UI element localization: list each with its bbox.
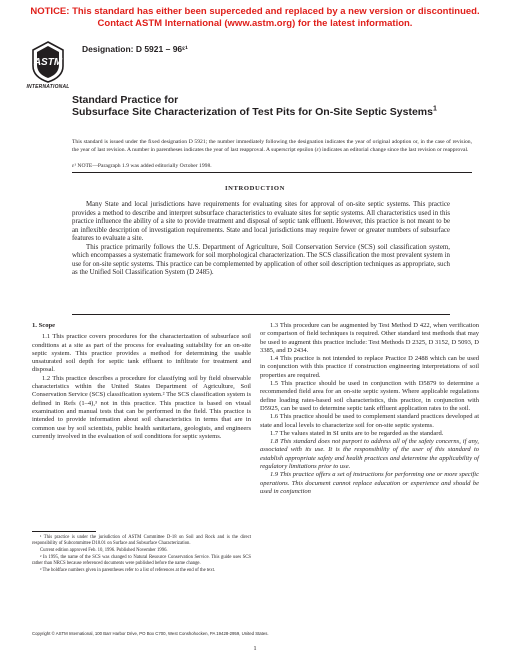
intro-paragraph: Many State and local jurisdictions have requirements for evaluating sites for approval of on-site septic systems. This practice provides a method to describe and interpret subsurface characteristics to evaluate sites for septic systems. All characteristics used in this practice influence the ability of a site to provide treatment and disposal of septic tank effluent. However, this practice is not meant to be an inflexible description of investigation requirements. State and local jurisdictions may require fewer or greater numbers of subsurface features to evaluate a site. <box>72 201 450 243</box>
left-column <box>32 322 251 441</box>
scope-paragraph-italic: 1.8 This standard does not purport to address all of the safety concerns, if any, associated with its use. It is the responsibility of the user of this standard to establish appropriate safety and health practices and determine the applicability of regulatory limitations prior to use. <box>260 438 479 471</box>
footnote: ² In 1995, the name of the SCS was changed to Natural Resource Conservation Service. This guide uses SCS rather than NRCS because referenced documents were published before the name change. <box>32 555 251 566</box>
page-number: 1 <box>253 645 257 652</box>
notice-line-1: NOTICE: This standard has either been superceded and replaced by a new version or discontinued. <box>30 6 480 17</box>
epsilon-note: ε¹ NOTE—Paragraph 1.9 was added editorially October 1998. <box>72 163 212 169</box>
logo-caption: INTERNATIONAL <box>26 84 70 90</box>
standard-title-text: Subsurface Site Characterization of Test Pits for On-Site Septic Systems <box>72 106 433 118</box>
scope-paragraph: 1.6 This practice should be used to complement standard practices developed at state and local levels to characterize soil for on-site septic systems. <box>260 413 479 429</box>
svg-text:ASTM: ASTM <box>33 57 63 68</box>
footnote-divider <box>32 531 96 532</box>
footnote: ³ The boldface numbers given in parentheses refer to a list of references at the end of the text. <box>40 568 216 573</box>
title-footnote-mark: 1 <box>432 105 437 113</box>
footnote: ¹ This practice is under the jurisdiction of ASTM Committee D-18 on Soil and Rock and is the direct responsibility of Subcommittee D18.01 on Surface and Subsurface Characterization. <box>32 535 251 546</box>
standard-kind: Standard Practice for <box>72 94 179 106</box>
standard-title <box>72 106 472 118</box>
astm-logo-icon <box>30 40 66 84</box>
scope-paragraph: 1.2 This practice describes a procedure for classifying soil by field observable characteristics within the United States Department of Agriculture, Soil Conservation Service (SCS) classification system.² The SCS classification system is defined in Refs (1–4),³ not in this practice. This practice is based on visual examination and manual tests that can be performed in the field. This practice is intended to provide information about soil characteristics in terms that are in common use by soil scientists, public health sanitarians, geologists, and engineers currently involved in the evaluation of soil conditions for septic systems. <box>32 374 251 440</box>
footnotes <box>32 535 251 575</box>
divider <box>72 172 472 173</box>
scope-paragraph: 1.4 This practice is not intended to replace Practice D 2488 which can be used in conjunction with this practice if construction engineering interpretations of soil properties are required. <box>260 355 479 379</box>
scope-paragraph: 1.7 The values stated in SI units are to be regarded as the standard. <box>270 429 444 437</box>
right-column <box>260 322 479 496</box>
intro-paragraph: This practice primarily follows the U.S. Department of Agriculture, Soil Conservation Service (SCS) soil classification system, which encompasses a systematic framework for soil morphological characterization. The SCS classification the most prevalent system in use for on-site septic systems. This practice can be complemented by application of other soil description techniques as appropriate, such as the Unified Soil Classification System (D 2485). <box>72 243 450 277</box>
scope-paragraph: 1.1 This practice covers procedures for the characterization of subsurface soil conditions at a site as part of the process for evaluating suitability for an on-site septic system. This practice provides a method for determining the usable unsaturated soil depth for septic tank effluent to infiltrate for treatment and disposal. <box>32 333 251 374</box>
supersede-notice <box>0 6 510 30</box>
scope-paragraph: 1.5 This practice should be used in conjunction with D5879 to determine a recommended field area for an on-site septic system. Where applicable regulations define loading rates-based soil characteristics, this practice, in conjunction with D5925, can be used to determine septic tank effluent application rates to the soil. <box>260 380 479 412</box>
footnote: Current edition approved Feb. 10, 1996. Published November 1996. <box>40 548 168 553</box>
scope-paragraph-italic: 1.9 This practice offers a set of instructions for performing one or more specific operations. This document cannot replace education or experience and should be used in conjunction <box>260 471 479 495</box>
scope-paragraph: 1.3 This procedure can be augmented by Test Method D 422, when verification or comparison of field techniques is required. Other standard test methods that may be used to augment this practice include: Test Methods D 2325, D 3152, D 5093, D 3385, and D 2434. <box>260 322 479 354</box>
divider <box>72 314 450 315</box>
issue-note: This standard is issued under the fixed designation D 5921; the number immediately following the designation indicates the year of original adoption or, in the case of revision, the year of last revision. A number in parentheses indicates the year of last reapproval. A superscript epsilon (ε) indicates an editorial change since the last revision or reapproval. <box>72 139 472 153</box>
scope-heading: 1. Scope <box>32 322 56 329</box>
introduction-text <box>72 201 450 278</box>
designation: Designation: D 5921 – 96ᵋ¹ <box>82 44 188 54</box>
notice-line-2: Contact ASTM International (www.astm.org) for the latest information. <box>97 18 413 29</box>
copyright-line: Copyright © ASTM International, 100 Barr Harbor Drive, PO Box C700, West Conshohocken, PA 19428-2959, United States. <box>32 631 269 636</box>
introduction-heading: INTRODUCTION <box>225 185 285 192</box>
